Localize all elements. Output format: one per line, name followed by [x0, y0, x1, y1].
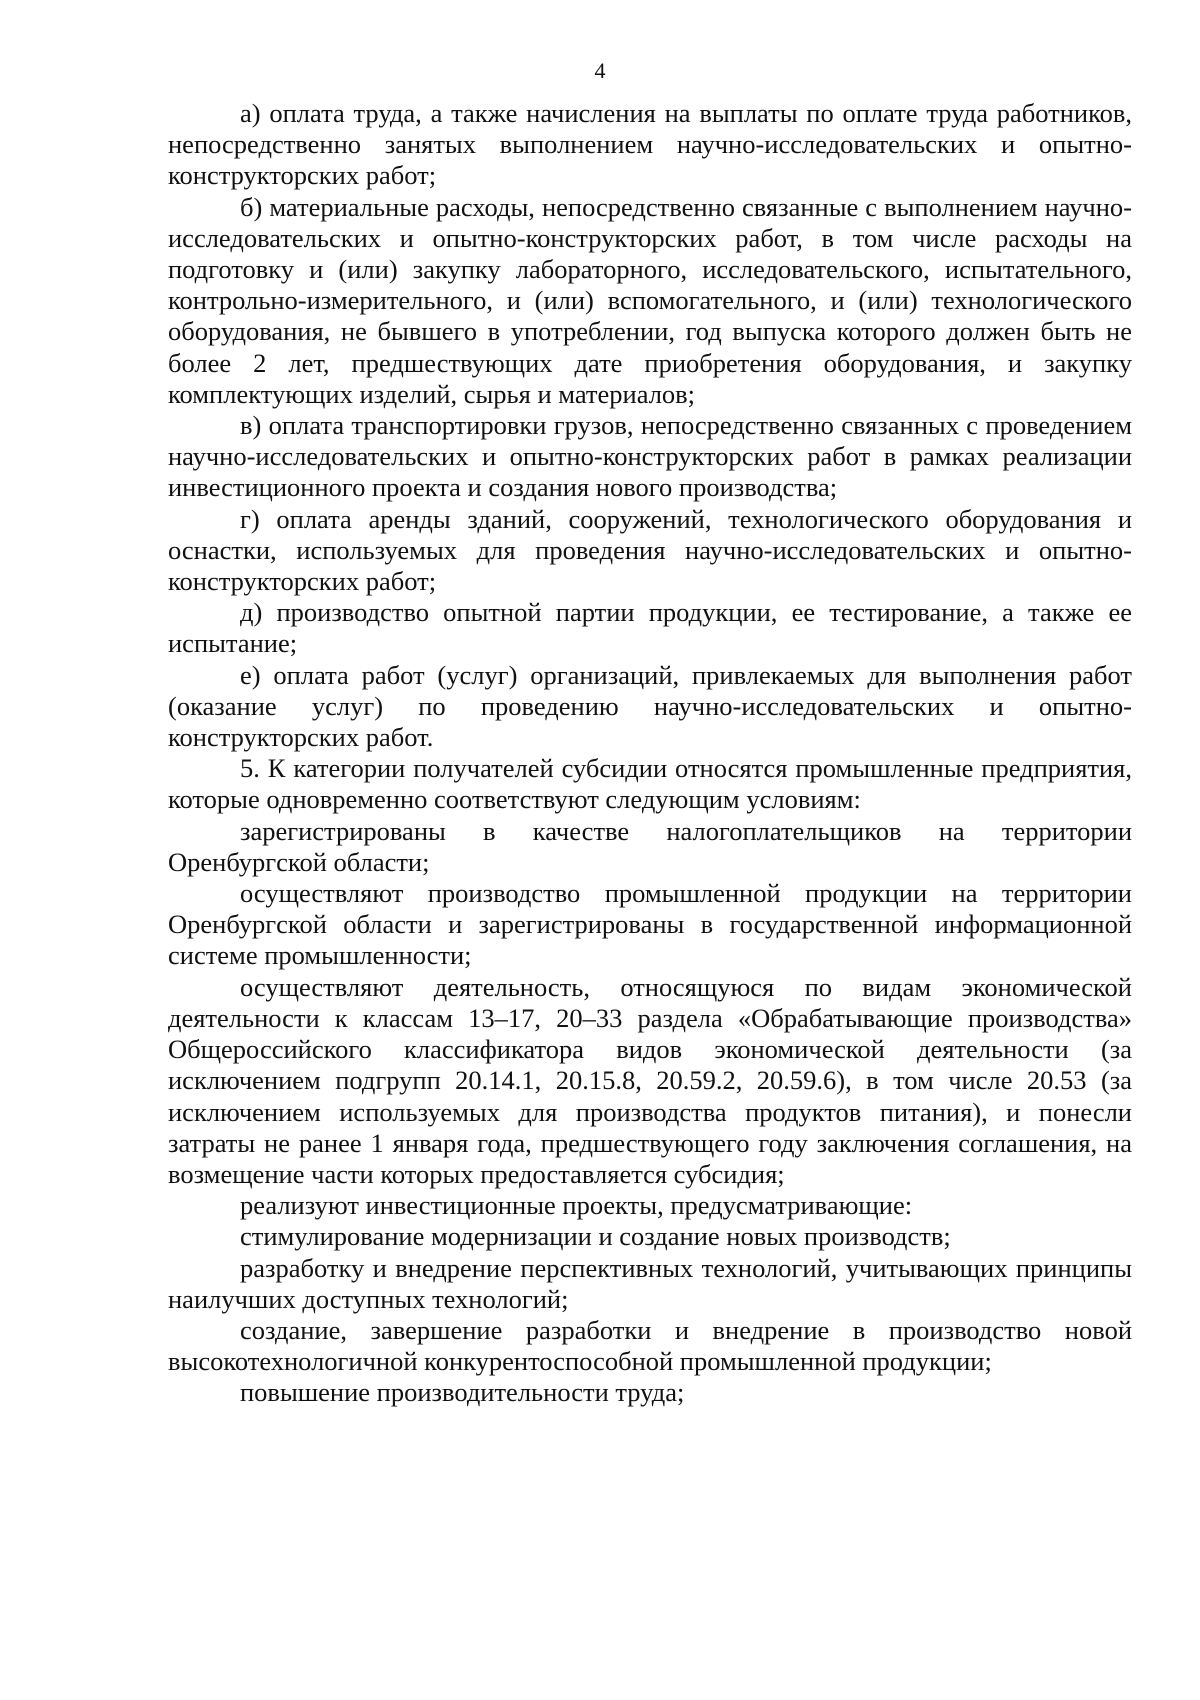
paragraph-5-recipients: 5. К категории получателей субсидии относятся промышленные предприятия, которые одновременно соответствуют следующим условиям:: [168, 753, 1132, 815]
paragraph-g-rent-costs: г) оплата аренды зданий, сооружений, технологического оборудования и оснастки, используемых для проведения научно-исследовательских и опытно-конструкторских работ;: [168, 503, 1132, 597]
paragraph-v-transport-costs: в) оплата транспортировки грузов, непосредственно связанных с проведением научно-исследовательских и опытно-конструкторских работ в рамках реализации инвестиционного проекта и создания нового производства;: [168, 410, 1132, 503]
page-number: 4: [594, 58, 606, 83]
paragraph-b-material-costs: б) материальные расходы, непосредственно связанные с выполнением научно-исследовательских и опытно-конструкторских работ, в том числе расходы на подготовку и (или) закупку лабораторного, исследовательского, испытательного, контрольно-измерительного, и (или) вспомогательного, и (или) технологического оборудования, не бывшего в употреблении, год выпуска которого должен быть не более 2 лет, предшествующих дате приобретения оборудования, и закупку комплектующих изделий, сырья и материалов;: [168, 191, 1132, 409]
condition-tax-registration: зарегистрированы в качестве налогоплательщиков на территории Оренбургской области;: [168, 815, 1132, 877]
project-productivity: повышение производительности труда;: [240, 1377, 685, 1408]
project-new-products: создание, завершение разработки и внедрение в производство новой высокотехнологичной конкурентоспособной промышленной продукции;: [168, 1314, 1132, 1377]
paragraph-d-pilot-batch: д) производство опытной партии продукции, ее тестирование, а также ее испытание;: [168, 597, 1132, 659]
project-modernization: стимулирование модернизации и создание новых производств;: [240, 1221, 951, 1252]
document-body: [168, 98, 1132, 1409]
paragraph-a-labor-costs: а) оплата труда, а также начисления на выплаты по оплате труда работников, непосредственно занятых выполнением научно-исследовательских и опытно-конструкторских работ;: [168, 98, 1132, 191]
condition-production: осуществляют производство промышленной продукции на территории Оренбургской области и зарегистрированы в государственной информационной системе промышленности;: [168, 878, 1132, 971]
project-technologies: разработку и внедрение перспективных технологий, учитывающих принципы наилучших доступных технологий;: [168, 1252, 1132, 1314]
paragraph-e-services: е) оплата работ (услуг) организаций, привлекаемых для выполнения работ (оказание услуг) по проведению научно-исследовательских и опытно-конструкторских работ.: [168, 659, 1132, 753]
condition-activity-classes: осуществляют деятельность, относящуюся по видам экономической деятельности к классам 13–17, 20–33 раздела «Обрабатывающие производства» Общероссийского классификатора видов экономической деятельности (за исключением подгрупп 20.14.1, 20.15.8, 20.59.2, 20.59.6), в том числе 20.53 (за исключением используемых для производства продуктов питания), и понесли затраты не ранее 1 января года, предшествующего году заключения соглашения, на возмещение части которых предоставляется субсидия;: [168, 971, 1132, 1189]
condition-investment-projects: реализуют инвестиционные проекты, предусматривающие:: [240, 1190, 913, 1221]
